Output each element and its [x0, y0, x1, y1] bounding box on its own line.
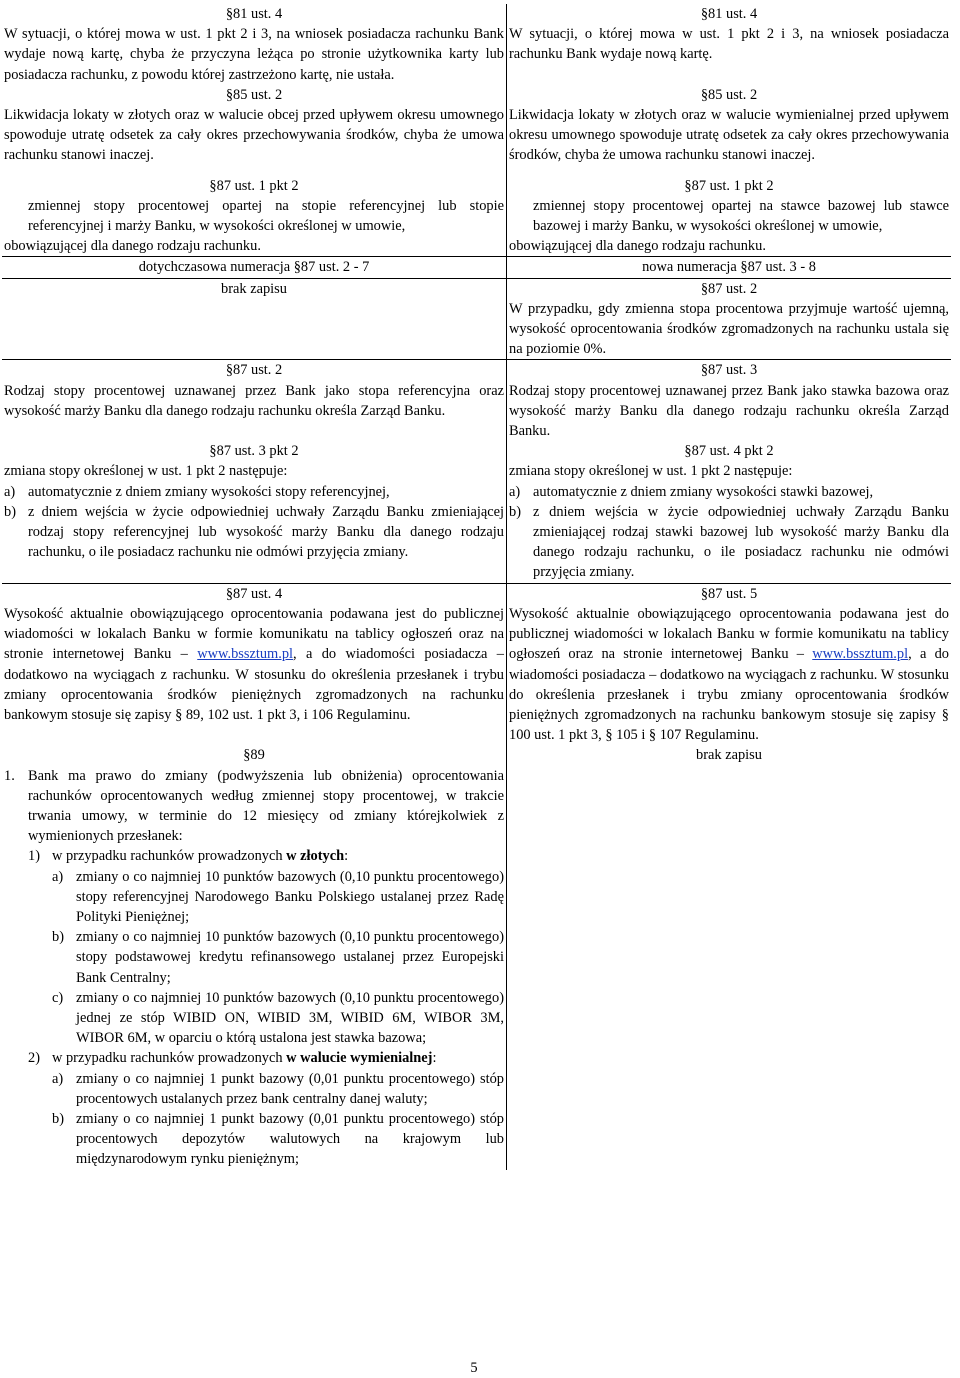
right-cell [507, 278, 952, 360]
website-link[interactable]: www.bssztum.pl [197, 646, 294, 663]
paragraph: W sytuacji, o której mowa w ust. 1 pkt 2 i 3, na wniosek posiadacza rachunku Bank wydaje nową kartę. [509, 26, 949, 63]
paragraph: W przypadku, gdy zmienna stopa procentowa przyjmuje wartość ujemną, wysokość oprocentowania środków zgromadzonych na rachunku ustala się na poziomie 0%. [509, 300, 949, 358]
paragraph: zmiennej stopy procentowej opartej na stawce bazowej lub stawce bazowej i marży Banku, w wysokości określonej w umowie, [533, 197, 949, 235]
section-heading: §87 ust. 2 [225, 362, 283, 379]
right-cell [507, 4, 952, 85]
left-cell [2, 745, 507, 1169]
list-item: b) z dniem wejścia w życie odpowiedniej uchwały Zarządu Banku zmieniającej rodzaj stopy referencyjnej lub wysokość marży Banku dla danego rodzaju rachunku, o ile posiadacz rachunku nie odmówi przyjęcia zmiany. [4, 503, 504, 561]
right-cell [507, 176, 952, 257]
paragraph: zmiana stopy określonej w ust. 1 pkt 2 następuje: [4, 463, 288, 480]
page-number: 5 [470, 1360, 478, 1376]
section-heading: §87 ust. 1 pkt 2 [209, 177, 299, 194]
paragraph: Rodzaj stopy procentowej uznawanej przez Bank jako stawka bazowa oraz wysokość marży Banku dla danego rodzaju rachunku określa Zarząd Banku. [509, 382, 949, 440]
right-cell [507, 360, 952, 441]
left-cell [2, 441, 507, 583]
section-heading: §81 ust. 4 [225, 6, 283, 22]
left-cell: dotychczasowa numeracja §87 ust. 2 - 7 [2, 257, 507, 278]
list-item: b) zmiany o co najmniej 1 punkt bazowy (0,01 punktu procentowego) stóp procentowych depozytów walutowych na krajowym lub międzynarodowym rynku pieniężnym; [52, 1110, 504, 1168]
website-link[interactable]: www.bssztum.pl [812, 646, 909, 663]
left-cell [2, 360, 507, 441]
list-item: b) z dniem wejścia w życie odpowiedniej uchwały Zarządu Banku zmieniającej rodzaj stawki bazowej lub wysokość marży Banku dla danego rodzaju rachunku, o ile posiadacz rachunku nie odmówi przyjęcia zmiany. [509, 503, 949, 581]
row-87-3 [2, 441, 951, 583]
row-81 [2, 4, 951, 85]
list-item: b) zmiany o co najmniej 10 punktów bazowych (0,10 punktu procentowego) stopy podstawowej kredytu refinansowego ustalanej przez Europejski Bank Centralny; [52, 929, 504, 986]
list-item: 2) w przypadku rachunków prowadzonych w walucie wymienialnej: [28, 1050, 437, 1067]
row-85 [2, 85, 951, 176]
section-heading: §85 ust. 2 [700, 86, 758, 103]
row-87-4 [2, 583, 951, 745]
right-cell: brak zapisu [696, 747, 762, 764]
right-cell [507, 583, 952, 745]
list-item: a) automatycznie z dniem zmiany wysokości stopy referencyjnej, [4, 483, 390, 500]
paragraph: obowiązującej dla danego rodzaju rachunku. [509, 238, 766, 255]
right-cell [507, 441, 952, 583]
section-heading: §87 ust. 1 pkt 2 [684, 177, 774, 194]
row-89 [2, 745, 951, 1169]
paragraph: Wysokość aktualnie obowiązującego oprocentowania podawana jest do publicznej wiadomości w lokalach Banku w formie komunikatu na tablicy ogłoszeń oraz na stronie internetowej Banku – www.bssztum.pl, a do wiadomości posiadacza – dodatkowo na wyciągach z rachunku. W stosunku do określenia przesłanek i trybu zmiany oprocentowania środków pieniężnych zgromadzonych na rachunku bankowym stosuje się zapisy § 89, 102 ust. 1 pkt 3, i 106 Regulaminu. [4, 605, 504, 723]
list-item: a) automatycznie z dniem zmiany wysokości stawki bazowej, [509, 483, 874, 500]
list-item: 1) w przypadku rachunków prowadzonych w złotych: [28, 848, 349, 865]
row-87-1 [2, 176, 951, 257]
section-heading: §87 ust. 3 [700, 362, 758, 379]
left-cell [2, 583, 507, 745]
left-cell: brak zapisu [2, 278, 507, 360]
paragraph: Likwidacja lokaty w złotych oraz w walucie wymienialnej przed upływem okresu umownego spowoduje utratę odsetek za cały okres przechowywania środków, chyba że umowa rachunku stanowi inaczej. [509, 107, 949, 164]
list-item: a) zmiany o co najmniej 1 punkt bazowy (0,01 punktu procentowego) stóp procentowych ustalanych przez bank centralny danej waluty; [52, 1070, 504, 1107]
paragraph: Wysokość aktualnie obowiązującego oprocentowania podawana jest do publicznej wiadomości w lokalach Banku w formie komunikatu na tablicy ogłoszeń oraz na stronie internetowej Banku – www.bssztum.pl, a do wiadomości posiadacza – dodatkowo na wyciągach z rachunku. W stosunku do określenia przesłanek i trybu zmiany oprocentowania środków pieniężnych zgromadzonych na rachunku bankowym stosuje się zapisy § 100 ust. 1 pkt 3, § 105 i § 107 Regulaminu. [509, 605, 949, 744]
paragraph: zmiana stopy określonej w ust. 1 pkt 2 następuje: [509, 463, 793, 480]
row-87-2-new [2, 278, 951, 360]
list-item: a) zmiany o co najmniej 10 punktów bazowych (0,10 punktu procentowego) stopy referencyjnej Narodowego Banku Polskiego ustalanej przez Radę Polityki Pieniężnej; [52, 868, 504, 925]
paragraph: zmiennej stopy procentowej opartej na stopie referencyjnej lub stopie referencyjnej i marży Banku, w wysokości określonej w umowie, [28, 197, 504, 235]
paragraph: W sytuacji, o której mowa w ust. 1 pkt 2 i 3, na wniosek posiadacza rachunku Bank wydaje nową kartę, chyba że przyczyna leżąca po stronie użytkownika karty lub posiadacza rachunku, z powodu której zastrzeżono kartę, nie ustała. [4, 26, 504, 83]
comparison-table [2, 4, 951, 1170]
section-heading: §87 ust. 3 pkt 2 [209, 443, 299, 460]
paragraph: Rodzaj stopy procentowej uznawanej przez Bank jako stopa referencyjna oraz wysokość marży Banku dla danego rodzaju rachunku określa Zarząd Banku. [4, 382, 504, 419]
section-heading: §87 ust. 4 pkt 2 [684, 443, 774, 460]
left-cell [2, 4, 507, 85]
right-cell: nowa numeracja §87 ust. 3 - 8 [507, 257, 952, 278]
row-87-2 [2, 360, 951, 441]
left-cell [2, 176, 507, 257]
paragraph: Likwidacja lokaty w złotych oraz w walucie obcej przed upływem okresu umownego spowoduje utratę odsetek za cały okres przechowywania środków, chyba że umowa rachunku stanowi inaczej. [4, 107, 504, 164]
section-heading: §87 ust. 5 [700, 585, 758, 602]
section-heading: §87 ust. 2 [700, 280, 758, 297]
section-heading: §89 [243, 747, 265, 764]
row-numbering [2, 257, 951, 278]
list-item: c) zmiany o co najmniej 10 punktów bazowych (0,10 punktu procentowego) jednej ze stóp WIBID ON, WIBID 3M, WIBID 6M, WIBOR 3M, WIBOR 6M, w oparciu o którą ustalona jest stawka bazowa; [52, 989, 504, 1047]
left-cell [2, 85, 507, 176]
list-item: 1. Bank ma prawo do zmiany (podwyższenia lub obniżenia) oprocentowania rachunków oprocentowanych według zmiennej stopy procentowej, w trakcie trwania umowy, w terminie do 12 miesięcy od zmiany którejkolwiek z wymienionych przesłanek: [4, 767, 504, 845]
section-heading: §85 ust. 2 [225, 86, 283, 103]
section-heading: §87 ust. 4 [225, 585, 283, 602]
section-heading: §81 ust. 4 [700, 6, 758, 22]
right-cell [507, 85, 952, 176]
paragraph: obowiązującej dla danego rodzaju rachunku. [4, 238, 261, 255]
